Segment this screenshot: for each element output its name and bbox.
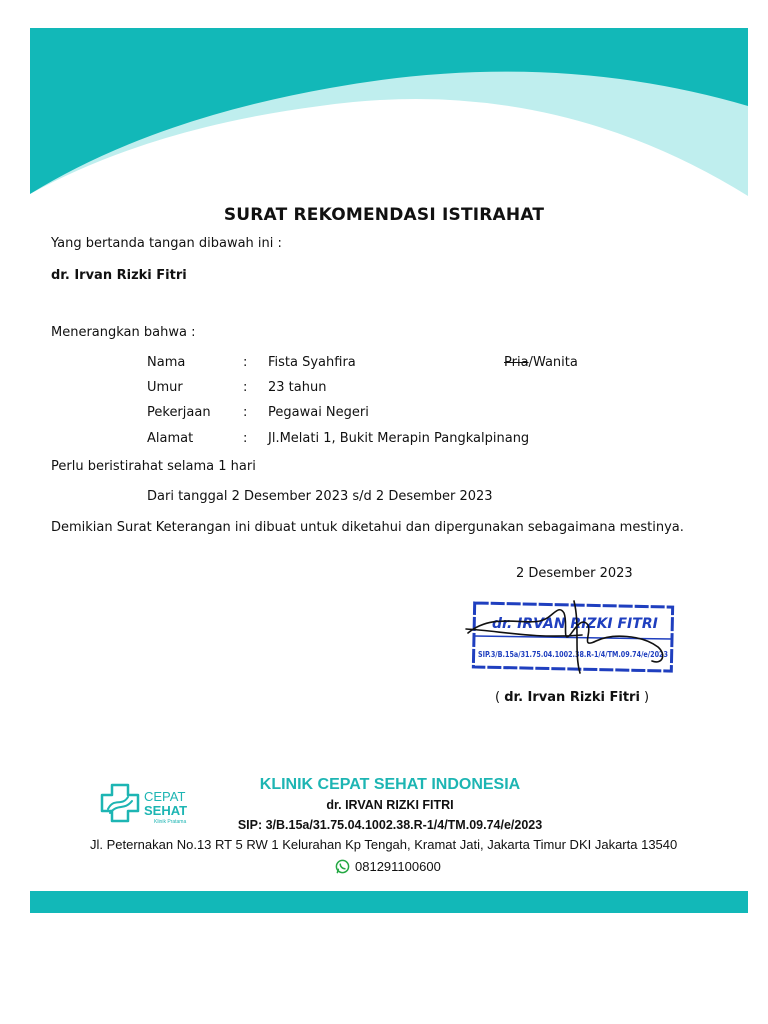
field-sep-alamat: : <box>243 431 248 446</box>
field-value-nama: Fista Syahfira <box>268 355 356 370</box>
footer-doctor: dr. IRVAN RIZKI FITRI <box>326 798 454 812</box>
stamp-line2: SIP.3/B.15a/31.75.04.1002.38.R-1/4/TM.09.74/e/2023 <box>478 650 668 659</box>
field-value-alamat: Jl.Melati 1, Bukit Merapin Pangkalpinang <box>268 431 530 446</box>
whatsapp-icon <box>335 859 350 874</box>
document-title: SURAT REKOMENDASI ISTIRAHAT <box>223 205 545 225</box>
field-value-umur: 23 tahun <box>268 380 327 395</box>
rest-period-text: Perlu beristirahat selama 1 hari <box>51 459 256 474</box>
gender-field <box>504 355 578 370</box>
footer-address: Jl. Peternakan No.13 RT 5 RW 1 Kelurahan Kp Tengah, Kramat Jati, Jakarta Timur DKI Jakarta 13540 <box>90 837 678 852</box>
field-label-nama: Nama <box>147 355 186 370</box>
intro-text: Yang bertanda tangan dibawah ini : <box>51 236 282 251</box>
field-sep-nama: : <box>243 355 248 370</box>
date-range-text: Dari tanggal 2 Desember 2023 s/d 2 Desember 2023 <box>147 489 493 504</box>
footer-phone: 081291100600 <box>355 859 441 874</box>
footer-sip: SIP: 3/B.15a/31.75.04.1002.38.R-1/4/TM.09.74/e/2023 <box>237 818 543 832</box>
signature-name: dr. Irvan Rizki Fitri <box>504 690 640 705</box>
field-label-umur: Umur <box>147 380 183 395</box>
stamp-line1: dr. IRVAN RIZKI FITRI <box>492 616 658 632</box>
logo-line2: SEHAT <box>144 803 188 818</box>
gender-slash: / <box>528 355 533 370</box>
gender-selected: Wanita <box>532 355 578 370</box>
clinic-name: KLINIK CEPAT SEHAT INDONESIA <box>259 776 521 793</box>
field-label-alamat: Alamat <box>147 431 194 446</box>
logo-line1: CEPAT <box>144 789 186 804</box>
logo-line3: Klinik Pratama <box>154 819 187 825</box>
issue-date: 2 Desember 2023 <box>516 566 633 581</box>
header-wave-decoration <box>30 28 748 198</box>
doctor-stamp <box>462 595 678 677</box>
doctor-name: dr. Irvan Rizki Fitri <box>51 268 187 283</box>
footer-bar <box>30 891 748 913</box>
statement-text: Menerangkan bahwa : <box>51 325 196 340</box>
gender-struck: Pria <box>504 355 529 370</box>
footer-phone-row <box>335 859 441 874</box>
field-sep-pekerjaan: : <box>243 405 248 420</box>
signature-block <box>495 690 649 705</box>
field-sep-umur: : <box>243 380 248 395</box>
signature-open-paren: ( <box>495 690 501 705</box>
signature-close-paren: ) <box>644 690 650 705</box>
closing-text: Demikian Surat Keterangan ini dibuat untuk diketahui dan dipergunakan sebagaimana mestinya. <box>51 520 684 535</box>
field-label-pekerjaan: Pekerjaan <box>147 405 211 420</box>
field-value-pekerjaan: Pegawai Negeri <box>268 405 369 420</box>
